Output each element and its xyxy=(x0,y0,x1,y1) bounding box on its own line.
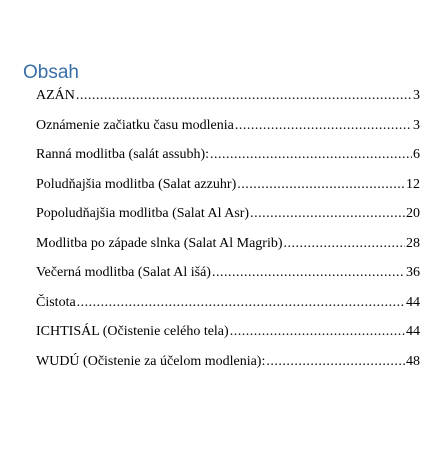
toc-entry-title: Modlitba po západe slnka (Salat Al Magrib) xyxy=(36,235,283,251)
toc-entry-title: WUDÚ (Očistenie za účelom modlenia): xyxy=(36,353,266,369)
toc-entry-page: 44 xyxy=(406,324,420,339)
toc-entry-oznamenie[interactable] xyxy=(36,118,420,148)
toc-entry-poludnajsia-modlitba[interactable] xyxy=(36,177,420,207)
dot-leader xyxy=(266,354,405,370)
toc-entry-azan[interactable] xyxy=(36,88,420,118)
toc-entry-page: 3 xyxy=(413,88,420,103)
toc-list xyxy=(36,88,420,383)
toc-entry-title: Večerná modlitba (Salat Al išá) xyxy=(36,265,211,280)
toc-entry-title: Oznámenie začiatku času modlenia xyxy=(36,117,234,133)
toc-entry-title: Poludňajšia modlitba (Salat azzuhr) xyxy=(36,176,237,192)
toc-entry-popoludnajsia-modlitba[interactable] xyxy=(36,206,420,236)
toc-entry-vecerna-modlitba[interactable] xyxy=(36,265,420,295)
dot-leader xyxy=(235,118,412,134)
toc-entry-cistota[interactable] xyxy=(36,295,420,325)
dot-leader xyxy=(76,88,412,104)
toc-entry-page: 48 xyxy=(406,353,420,369)
toc-entry-page: 12 xyxy=(406,176,420,192)
toc-entry-title: Popoludňajšia modlitba (Salat Al Asr) xyxy=(36,206,250,221)
toc-heading: Obsah xyxy=(23,62,79,83)
toc-entry-page: 44 xyxy=(406,294,420,310)
toc-entry-page: 36 xyxy=(406,265,420,280)
toc-entry-page: 3 xyxy=(413,117,420,133)
dot-leader xyxy=(250,206,405,222)
toc-entry-wudu[interactable] xyxy=(36,354,420,384)
toc-entry-ranna-modlitba[interactable] xyxy=(36,147,420,177)
toc-entry-title: AZÁN xyxy=(36,88,75,103)
toc-entry-title: Ranná modlitba (salát assubh): xyxy=(36,147,210,162)
toc-entry-page: 28 xyxy=(406,235,420,251)
dot-leader xyxy=(210,147,412,163)
dot-leader xyxy=(284,236,406,252)
toc-entry-page: 20 xyxy=(406,206,420,221)
dot-leader xyxy=(77,295,405,311)
toc-entry-title: ICHTISÁL (Očistenie celého tela) xyxy=(36,324,229,339)
dot-leader xyxy=(230,324,405,340)
dot-leader xyxy=(212,265,405,281)
toc-entry-modlitba-po-zapade[interactable] xyxy=(36,236,420,266)
toc-entry-ichtisal[interactable] xyxy=(36,324,420,354)
toc-entry-title: Čistota xyxy=(36,294,76,310)
dot-leader xyxy=(237,177,405,193)
toc-entry-page: 6 xyxy=(413,147,420,162)
